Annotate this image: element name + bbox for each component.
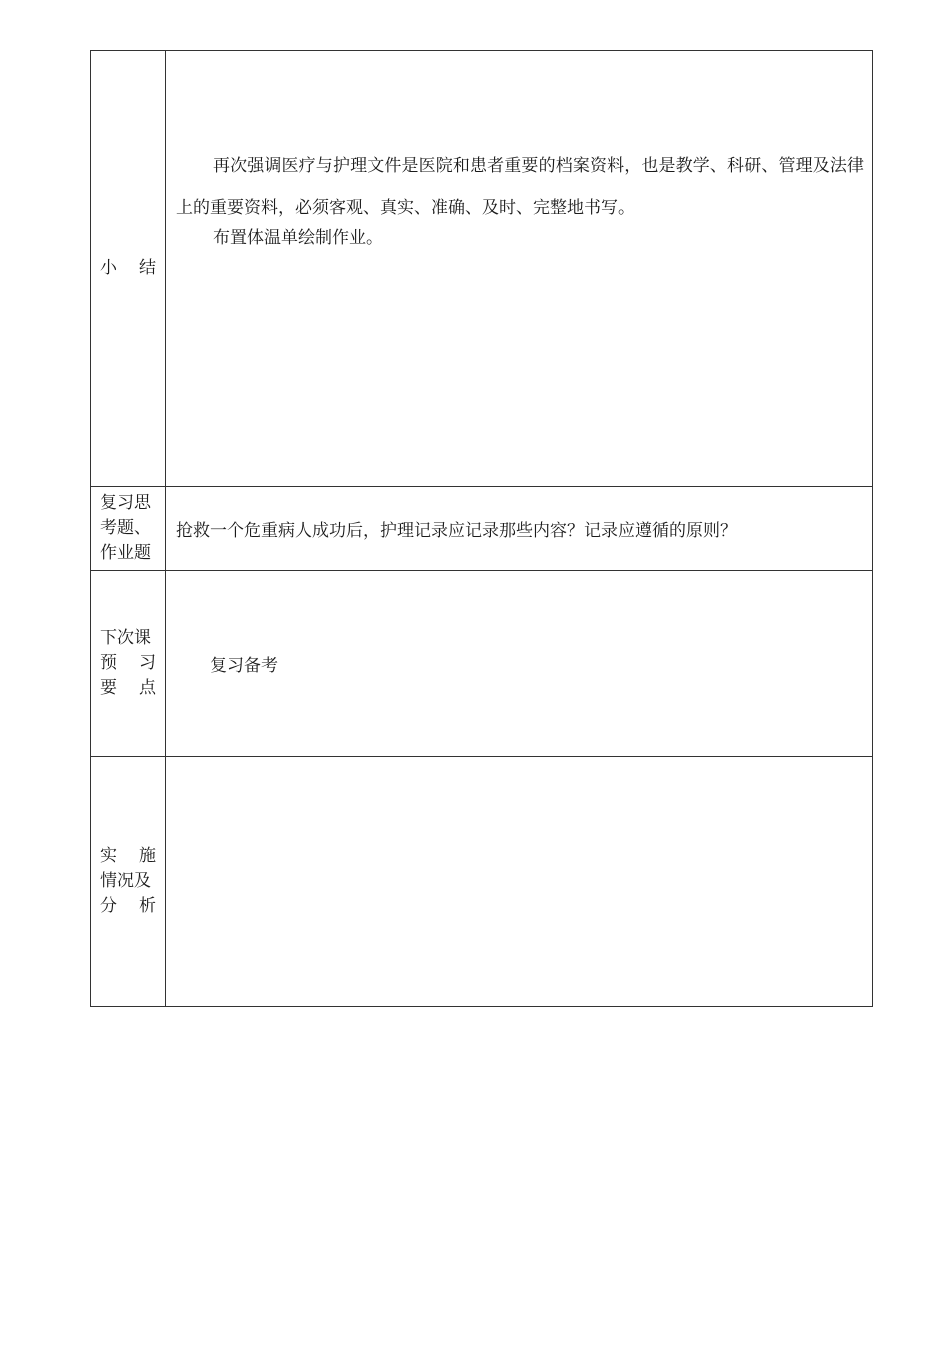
- summary-paragraph-2: 布置体温单绘制作业。: [213, 228, 383, 248]
- implementation-row: [91, 757, 873, 1007]
- implementation-label-char-4: 析: [139, 896, 156, 916]
- implementation-label-cell: [91, 757, 166, 1007]
- review-label-line-3: 作业题: [100, 543, 151, 563]
- next-lesson-label-line-3: [91, 676, 165, 701]
- summary-paragraph-1: 再次强调医疗与护理文件是医院和患者重要的档案资料，也是教学、科研、管理及法律上的重要资料，必须客观、真实、准确、及时、完整地书写。: [176, 156, 864, 218]
- summary-label-cell: [91, 51, 166, 487]
- review-content-cell: [166, 487, 873, 571]
- lesson-plan-table: [90, 50, 873, 1007]
- summary-row: [91, 51, 873, 487]
- review-label-line-2: 考题、: [100, 518, 151, 538]
- implementation-label-char-3: 分: [100, 896, 117, 916]
- next-lesson-row: [91, 571, 873, 757]
- review-label-cell: [91, 487, 166, 571]
- next-lesson-label-char-4: 点: [139, 678, 156, 698]
- summary-label: [91, 256, 165, 281]
- implementation-label-char-2: 施: [139, 846, 156, 866]
- review-question-text: 抢救一个危重病人成功后，护理记录应记录那些内容？记录应遵循的原则？: [176, 521, 737, 541]
- next-lesson-label-char-2: 习: [139, 653, 156, 673]
- implementation-label-line-2: 情况及: [100, 871, 151, 891]
- review-row: [91, 487, 873, 571]
- next-lesson-content-cell: [166, 571, 873, 757]
- next-lesson-label-cell: [91, 571, 166, 757]
- next-lesson-label-line-1: 下次课: [100, 628, 151, 648]
- review-label-line-1: 复习思: [100, 493, 151, 513]
- summary-content-cell: [166, 51, 873, 487]
- next-lesson-label-char-1: 预: [100, 653, 117, 673]
- summary-label-char-1: 小: [100, 258, 117, 278]
- summary-label-char-2: 结: [139, 258, 156, 278]
- next-lesson-label-char-3: 要: [100, 678, 117, 698]
- implementation-content-cell: [166, 757, 873, 1007]
- implementation-label-char-1: 实: [100, 846, 117, 866]
- next-lesson-text: 复习备考: [210, 656, 278, 676]
- implementation-label-line-1: [91, 844, 165, 869]
- implementation-label-line-3: [91, 894, 165, 919]
- next-lesson-label-line-2: [91, 651, 165, 676]
